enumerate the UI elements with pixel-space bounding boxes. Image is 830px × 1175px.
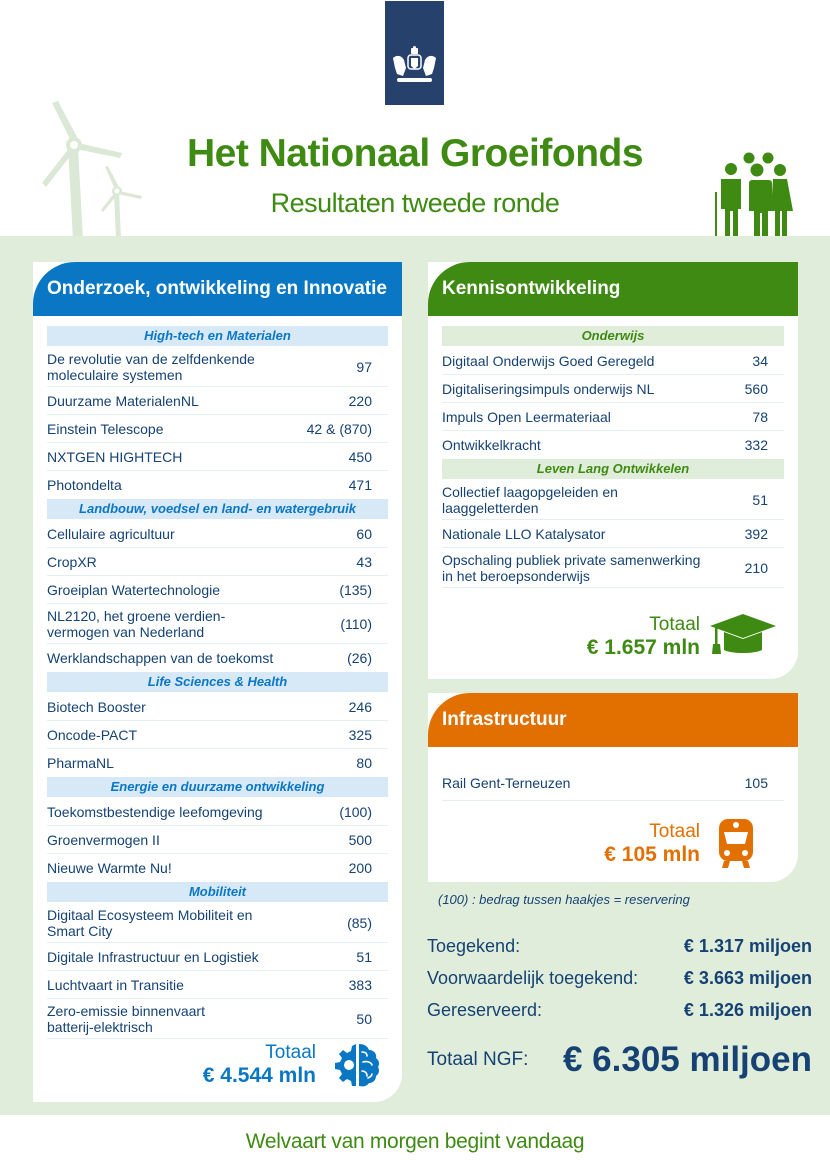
project-name: De revolutie van de zelfdenkende moleculaire systemen xyxy=(47,350,255,383)
project-name: Einstein Telescope xyxy=(47,420,164,437)
table-row xyxy=(47,971,388,999)
project-value: 200 xyxy=(348,860,372,876)
table-row xyxy=(47,520,388,548)
table-row xyxy=(47,604,388,644)
project-name: NL2120, het groene verdien-vermogen van Nederland xyxy=(47,607,226,640)
table-row xyxy=(47,826,388,854)
project-value: 51 xyxy=(752,491,768,508)
table-row xyxy=(47,854,388,882)
project-name: Rail Gent-Terneuzen xyxy=(442,774,571,791)
project-value: 450 xyxy=(348,448,372,465)
summary-block xyxy=(427,930,812,1026)
table-row xyxy=(442,520,784,548)
summary-row xyxy=(427,930,812,962)
project-name: Digitaliseringsimpuls onderwijs NL xyxy=(442,380,655,397)
project-value: 60 xyxy=(356,525,372,542)
section-header: Landbouw, voedsel en land- en watergebruik xyxy=(47,499,388,519)
card-header: Infrastructuur xyxy=(428,693,798,747)
section-header: Life Sciences & Health xyxy=(47,672,388,692)
card-infrastructuur xyxy=(428,693,798,882)
summary-value: € 3.663 miljoen xyxy=(683,967,812,988)
table-row xyxy=(47,548,388,576)
project-value: 325 xyxy=(348,726,372,743)
table-row xyxy=(47,798,388,826)
project-name: Digitaal Onderwijs Goed Geregeld xyxy=(442,352,655,369)
project-name: Nationale LLO Katalysator xyxy=(442,525,606,542)
project-value: 50 xyxy=(356,1010,372,1027)
table-row xyxy=(442,375,784,403)
table-row xyxy=(47,471,388,499)
card-onderzoek-innovatie xyxy=(33,262,402,1102)
project-name: CropXR xyxy=(47,553,97,570)
section-header: Onderwijs xyxy=(442,326,784,346)
summary-label: Voorwaardelijk toegekend: xyxy=(427,967,639,988)
rijksoverheid-logo xyxy=(385,1,444,105)
project-value: 246 xyxy=(348,698,372,715)
project-name: Groenvermogen II xyxy=(47,831,160,848)
coat-of-arms-icon xyxy=(389,46,440,92)
project-name: Impuls Open Leermateriaal xyxy=(442,408,611,425)
project-value: (85) xyxy=(347,914,372,931)
project-value: 43 xyxy=(356,553,372,570)
summary-value: € 1.317 miljoen xyxy=(683,935,812,956)
project-name: Luchtvaart in Transitie xyxy=(47,976,184,993)
gear-brain-icon xyxy=(332,1040,382,1090)
table-row xyxy=(47,721,388,749)
project-value: 42 & (870) xyxy=(306,420,372,437)
project-value: 392 xyxy=(744,525,768,542)
page-title: Het Nationaal Groeifonds xyxy=(186,132,644,175)
table-row xyxy=(47,999,388,1039)
total-amount: € 105 mln xyxy=(604,843,700,866)
project-name: Oncode-PACT xyxy=(47,726,137,743)
total-label: Totaal xyxy=(649,821,700,842)
project-name: Photondelta xyxy=(47,477,122,493)
grand-total-label: Totaal NGF: xyxy=(427,1049,529,1070)
project-name: PharmaNL xyxy=(47,755,114,771)
project-name: Duurzame MaterialenNL xyxy=(47,392,199,409)
table-row xyxy=(47,387,388,415)
section-header: Leven Lang Ontwikkelen xyxy=(442,459,784,479)
card-header: Kennisontwikkeling xyxy=(428,262,798,316)
table-row xyxy=(47,903,388,943)
table-row xyxy=(47,347,388,387)
project-name: Cellulaire agricultuur xyxy=(47,525,175,542)
summary-label: Toegekend: xyxy=(427,935,521,956)
graduation-cap-icon xyxy=(710,614,776,656)
project-value: 78 xyxy=(752,408,768,425)
total-block xyxy=(604,821,700,867)
total-block xyxy=(203,1042,316,1088)
footer-tagline: Welvaart van morgen begint vandaag xyxy=(245,1130,585,1153)
train-icon xyxy=(718,819,754,869)
table-row xyxy=(442,431,784,459)
project-value: 34 xyxy=(752,352,768,369)
project-name: Collectief laagopgeleiden en laaggeletterden xyxy=(442,483,618,516)
project-value: 471 xyxy=(348,477,372,493)
project-value: 383 xyxy=(348,976,372,993)
total-block xyxy=(587,614,700,660)
total-label: Totaal xyxy=(649,614,700,635)
table-row xyxy=(47,749,388,777)
project-value: 51 xyxy=(356,948,372,965)
table-row xyxy=(47,693,388,721)
table-row xyxy=(47,943,388,971)
card-kennisontwikkeling xyxy=(428,262,798,679)
project-name: Toekomstbestendige leefomgeving xyxy=(47,803,263,820)
summary-row xyxy=(427,994,812,1026)
project-value: 560 xyxy=(744,380,768,397)
legend-note: (100) : bedrag tussen haakjes = reservering xyxy=(438,892,690,907)
summary-row xyxy=(427,962,812,994)
grand-total xyxy=(427,1040,812,1080)
table-row xyxy=(47,644,388,672)
project-name: Ontwikkelkracht xyxy=(442,437,541,453)
project-name: NXTGEN HIGHTECH xyxy=(47,448,183,465)
table-row xyxy=(442,347,784,375)
table-row xyxy=(442,765,784,801)
project-value: (26) xyxy=(347,650,372,666)
project-value: 97 xyxy=(356,358,372,375)
project-name: Digitale Infrastructuur en Logistiek xyxy=(47,948,259,965)
card-header: Onderzoek, ontwikkeling en Innovatie xyxy=(33,262,402,316)
project-name: Groeiplan Watertechnologie xyxy=(47,581,221,598)
project-value: 80 xyxy=(356,755,372,771)
project-value: (135) xyxy=(339,581,372,598)
project-name: Biotech Booster xyxy=(47,698,146,715)
summary-label: Gereserveerd: xyxy=(427,999,543,1020)
project-value: 210 xyxy=(744,559,768,576)
table-row xyxy=(47,443,388,471)
table-row xyxy=(442,480,784,520)
project-name: Digitaal Ecosysteem Mobiliteit en Smart City xyxy=(47,906,253,939)
project-value: (100) xyxy=(339,803,372,820)
project-name: Opschaling publiek private samenwerking in het beroepsonderwijs xyxy=(442,551,701,584)
total-amount: € 4.544 mln xyxy=(202,1064,316,1087)
project-value: 220 xyxy=(348,392,372,409)
table-row xyxy=(442,548,784,588)
grand-total-value: € 6.305 miljoen xyxy=(562,1040,812,1079)
section-header: Mobiliteit xyxy=(47,882,388,902)
project-value: 105 xyxy=(744,774,768,791)
project-name: Nieuwe Warmte Nu! xyxy=(47,860,172,876)
section-header: Energie en duurzame ontwikkeling xyxy=(47,777,388,797)
table-row xyxy=(47,415,388,443)
page-subtitle: Resultaten tweede ronde xyxy=(270,188,560,218)
section-header: High-tech en Materialen xyxy=(47,326,388,346)
project-value: 500 xyxy=(348,831,372,848)
total-amount: € 1.657 mln xyxy=(586,636,700,659)
table-row xyxy=(47,576,388,604)
project-value: 332 xyxy=(744,437,768,453)
project-name: Werklandschappen van de toekomst xyxy=(47,650,274,666)
project-name: Zero-emissie binnenvaart batterij-elektrisch xyxy=(47,1002,205,1035)
table-row xyxy=(442,403,784,431)
summary-value: € 1.326 miljoen xyxy=(683,999,812,1020)
total-label: Totaal xyxy=(265,1042,316,1063)
project-value: (110) xyxy=(340,615,372,632)
